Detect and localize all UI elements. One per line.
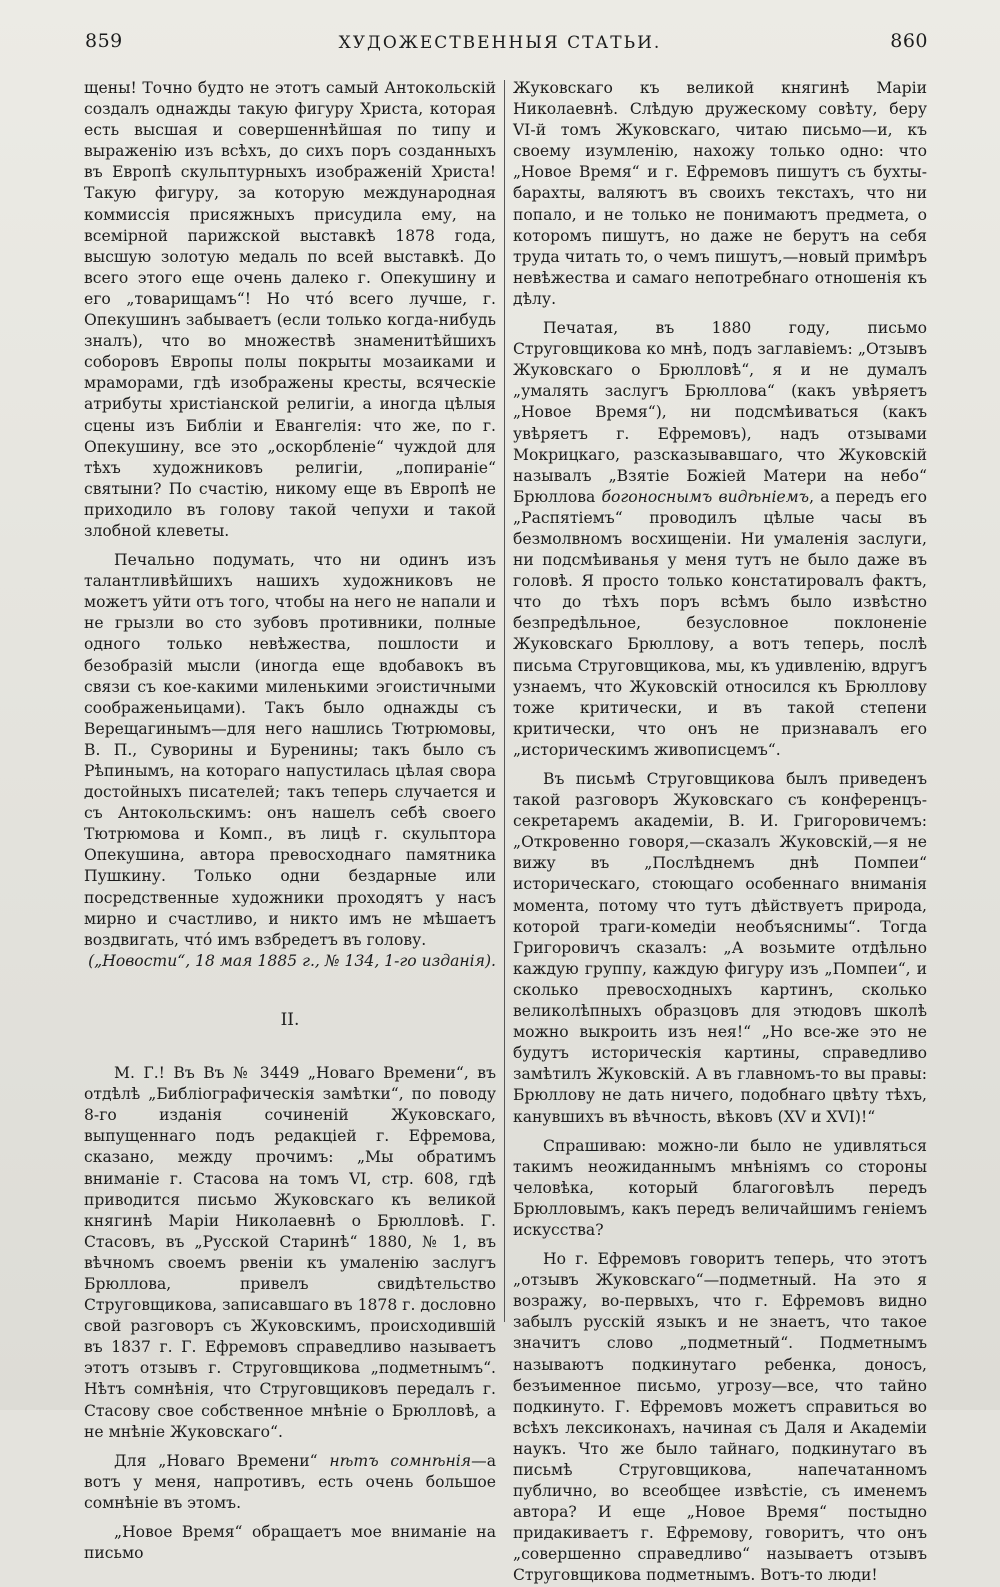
- paragraph: М. Г.! Въ Въ № 3449 „Новаго Времени“, въ отдѣлѣ „Библіографическія замѣтки“, по поводу 8-го изданія сочиненій Жуковскаго, выпущеннаго подъ редакціей г. Ефремова, сказано, между прочимъ: „Мы обратимъ вниманіе г. Стасова на томъ VI, стр. 608, гдѣ приводится письмо Жуковскаго къ великой княгинѣ Маріи Николаевнѣ о Брюлловѣ. Г. Стасовъ, въ „Русской Старинѣ“ 1880, № 1, въ вѣчномъ своемъ рвеніи къ умаленію заслугъ Брюллова, привелъ свидѣтельство Струговщикова, записавшаго въ 1878 г. дословно свой разговоръ съ Жуковскимъ, происходившій въ 1837 г. Г. Ефремовъ справедливо называетъ этотъ отзывъ г. Струговщикова „подметнымъ“. Нѣтъ сомнѣнія, что Струговщиковъ передалъ г. Стасову свое собственное мнѣніе о Брюлловѣ, а не мнѣніе Жуковскаго“.: [84, 1064, 496, 1441]
- text-run: Для „Новаго Времени“: [114, 1451, 330, 1470]
- left-column: [84, 78, 496, 1564]
- italic-text: богоноснымъ видѣніемъ: [601, 487, 810, 506]
- paragraph: щены! Точно будто не этотъ самый Антокольскій создалъ однажды такую фигуру Христа, которая есть высшая и совершеннѣйшая по типу и выраженію изъ всѣхъ, до сихъ поръ созданныхъ въ Европѣ скульптурныхъ изображеній Христа! Такую фигуру, за которую международная коммиссія присяжныхъ присудила ему, на всемірной парижской выставкѣ 1878 года, высшую золотую медаль по всей выставкѣ. До всего этого еще очень далеко г. Опекушину и его „товарищамъ“! Но что́ всего лучше, г. Опекушинъ забываетъ (если только когда-нибудь зналъ), что во множествѣ знаменитѣйшихъ соборовъ Европы полы покрыты мозаиками и мраморами, гдѣ изображены кресты, всяческіе атрибуты христіанской религіи, а иногда цѣлыя сцены изъ Библіи и Евангелія: что же, по г. Опекушину, все это „оскорбленіе“ чуждой для тѣхъ художниковъ религіи, „попираніе“ святыни? По счастію, никому еще въ Европѣ не приходило въ голову такой чепухи и такой злобной клеветы.: [84, 79, 496, 540]
- text-run: Печатая, въ 1880 году, письмо Струговщикова ко мнѣ, подъ заглавіемъ: „Отзывъ Жуковскаго о Брюлловѣ“, я и не думалъ „умалять заслугъ Брюллова“ (какъ увѣряетъ „Новое Время“), ни подсмѣиваться (какъ увѣряетъ г. Ефремовъ), надъ отзывами Мокрицкаго, разсказывавшаго, что Жуковскій называлъ „Взятіе Божіей Матери на небо“ Брюллова: [513, 319, 927, 506]
- page-number-right: 860: [890, 30, 928, 52]
- text-run: —а вотъ у меня, напротивъ, есть очень большое сомнѣніе въ этомъ.: [84, 1451, 496, 1512]
- paragraph: „Новое Время“ обращаетъ мое вниманіе на письмо: [84, 1523, 496, 1563]
- italic-text: нѣтъ сомнѣнія: [329, 1451, 472, 1470]
- page-number-left: 859: [85, 30, 123, 52]
- right-column: [513, 78, 927, 1587]
- paragraph: Спрашиваю: можно-ли было не удивляться такимъ неожиданнымъ мнѣніямъ со стороны человѣка, который благоговѣлъ передъ Брюлловымъ, какъ передъ величайшимъ геніемъ искусства?: [513, 1136, 927, 1239]
- paragraph: Печально подумать, что ни одинъ изъ талантливѣйшихъ нашихъ художниковъ не можетъ уйти отъ того, чтобы на него не напали и не грызли во сто зубовъ противники, полные одного только невѣжества, пошлости и безобразій мысли (иногда еще вдобавокъ въ связи съ кое-какими миленькими эгоистичными соображеньицами). Такъ было однажды съ Верещагинымъ—для него нашлись Тютрюмовы, В. П., Суворины и Буренины; такъ было съ Рѣпинымъ, на котораго напустилась цѣлая свора достойныхъ писателей; такъ теперь случается и съ Антокольскимъ: онъ нашелъ себѣ своего Тютрюмова и Комп., въ лицѣ г. скульптора Опекушина, автора превосходнаго памятника Пушкину. Только одни бездарные или посредственные художники проходятъ у насъ мирно и счастливо, и никто имъ не мѣшаетъ воздвигать, что́ имъ взбредетъ въ голову.: [84, 551, 496, 949]
- column-divider: [504, 80, 505, 1322]
- paragraph: Но г. Ефремовъ говоритъ теперь, что этотъ „отзывъ Жуковскаго“—подметный. На это я возражу, во-первыхъ, что г. Ефремовъ видно забылъ русскій языкъ и не знаетъ, что такое значитъ слово „подметный“. Подметнымъ называютъ подкинутаго ребенка, доносъ, безъименное письмо, угрозу—все, что тайно подкинуто. Г. Ефремовъ можетъ справиться во всѣхъ лексиконахъ, начиная съ Даля и Академіи наукъ. Что же было тайнаго, подкинутаго въ письмѣ Струговщикова, напечатанномъ публично, во всеобщее извѣстіе, съ именемъ автора? И еще „Новое Время“ постыдно придакиваетъ г. Ефремову, говоритъ, что онъ „совершенно справедливо“ называетъ отзывъ Струговщикова подметнымъ. Вотъ-то люди!: [513, 1250, 927, 1585]
- paragraph: [513, 318, 927, 761]
- paragraph: [84, 1451, 496, 1514]
- paragraph: Жуковскаго къ великой княгинѣ Маріи Николаевнѣ. Слѣдую дружескому совѣту, беру VI-й томъ Жуковскаго, читаю письмо—и, къ своему изумленію, нахожу только одно: что „Новое Время“ и г. Ефремовъ пишутъ съ бухты-барахты, валяютъ въ своихъ текстахъ, что ни попало, и не только не понимаютъ предмета, о которомъ пишутъ, но даже не берутъ на себя труда читать то, о чемъ пишутъ,—новый примѣръ невѣжества и самаго непотребнаго отношенія къ дѣлу.: [513, 79, 927, 308]
- text-run: , а передъ его „Распятіемъ“ проводилъ цѣлые часы въ безмолвномъ восхищеніи. Ни умаленія заслуги, ни подсмѣиванья у меня тутъ не было даже въ головѣ. Я просто только констатировалъ фактъ, что до тѣхъ поръ всѣмъ было извѣстно безпредѣльное, безусловное поклоненіе Жуковскаго Брюллову, а вотъ теперь, послѣ письма Струговщикова, мы, къ удивленію, вдругъ узнаемъ, что Жуковскій относился къ Брюллову тоже критически, и въ такой степени критически, что онъ не признавалъ его „историческимъ живописцемъ“.: [513, 487, 927, 759]
- running-title: ХУДОЖЕСТВЕННЫЯ СТАТЬИ.: [338, 33, 662, 53]
- paragraph: Въ письмѣ Струговщикова былъ приведенъ такой разговоръ Жуковскаго съ конференцъ-секретаремъ академіи, В. И. Григоровичемъ: „Откровенно говоря,—сказалъ Жуковскій,—я не вижу въ „Послѣднемъ днѣ Помпеи“ историческаго, стоющаго особеннаго вниманія момента, потому что тутъ дѣйствуетъ природа, которой траги-комедіи необъяснимы“. Тогда Григоровичъ сказалъ: „А возьмите отдѣльно каждую группу, каждую фигуру изъ „Помпеи“, и сколько превосходныхъ картинъ, сколько великолѣпныхъ образцовъ для этюдовъ школѣ можно выкроить изъ нея!“ „Но все-же это не будутъ историческія картины, справедливо замѣтилъ Жуковскій. А въ главномъ-то вы правы: Брюллову не дать ничего, подобнаго цвѣту тѣхъ, канувшихъ въ вѣчность, вѣковъ (XV и XVI)!“: [513, 770, 927, 1126]
- source-citation: („Новости“, 18 мая 1885 г., № 134, 1-го изданія).: [88, 951, 496, 970]
- section-number: II.: [280, 1009, 300, 1030]
